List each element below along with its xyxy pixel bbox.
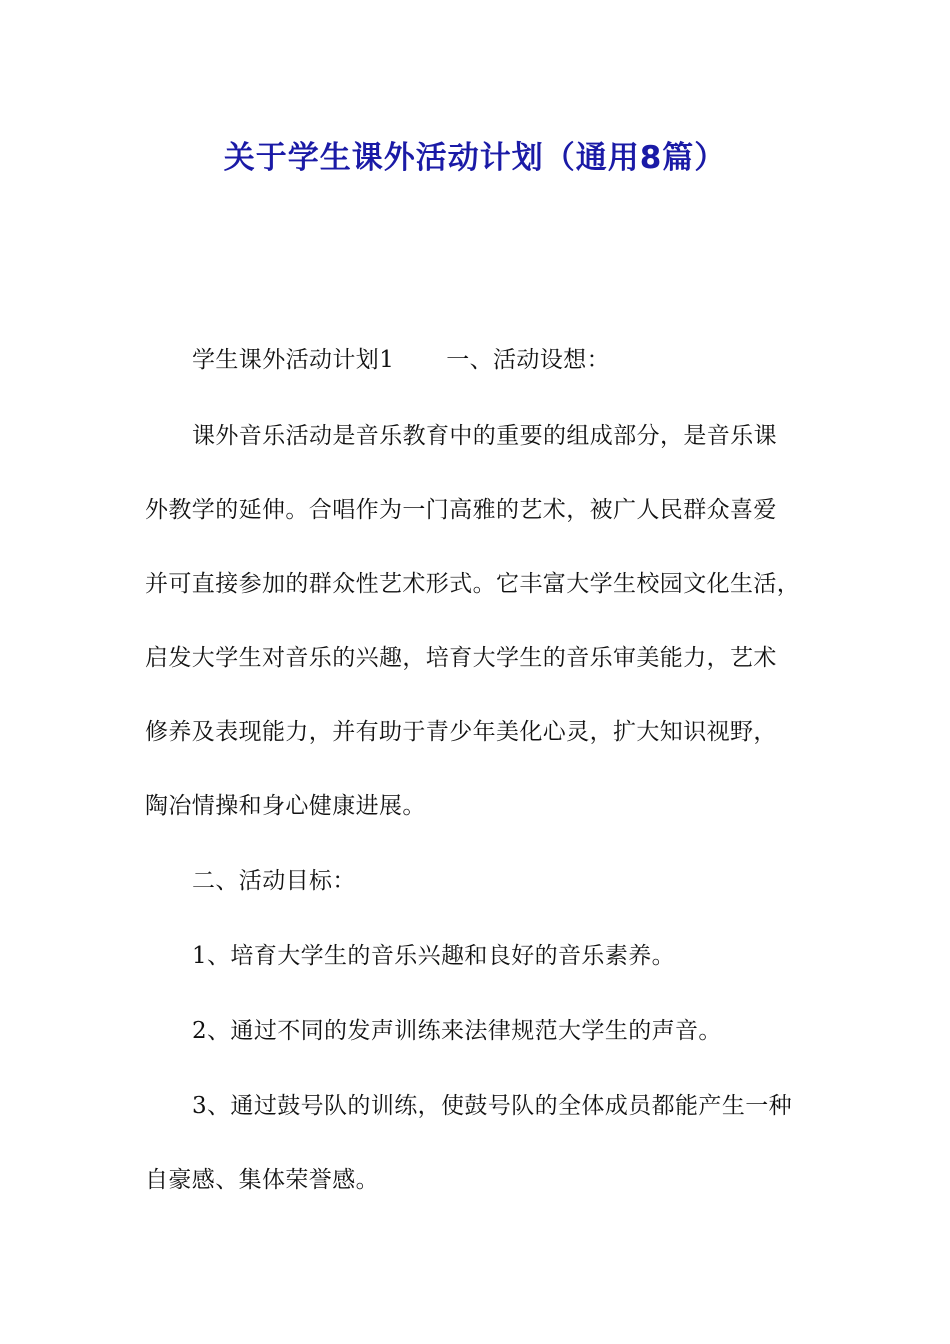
document-title: 关于学生课外活动计划（通用8篇） <box>223 140 727 176</box>
paragraph-line: 修养及表现能力，并有助于青少年美化心灵，扩大知识视野， <box>145 719 777 745</box>
list-item-continuation: 自豪感、集体荣誉感。 <box>145 1167 379 1193</box>
paragraph-line: 启发大学生对音乐的兴趣，培育大学生的音乐审美能力，艺术 <box>145 645 777 671</box>
paragraph-line: 外教学的延伸。合唱作为一门高雅的艺术，被广人民群众喜爱 <box>145 497 777 523</box>
subsection-heading: 一、活动设想： <box>446 347 611 373</box>
paragraph-line: 并可直接参加的群众性艺术形式。它丰富大学生校园文化生活， <box>145 571 801 597</box>
paragraph-line: 陶冶情操和身心健康进展。 <box>145 793 426 819</box>
list-item: 2、通过不同的发声训练来法律规范大学生的声音。 <box>192 1018 722 1044</box>
paragraph-line: 课外音乐活动是音乐教育中的重要的组成部分，是音乐课 <box>192 423 777 449</box>
subsection-heading: 二、活动目标： <box>192 868 356 894</box>
section-heading: 学生课外活动计划1 <box>192 347 395 373</box>
list-item: 1、培育大学生的音乐兴趣和良好的音乐素养。 <box>192 943 676 969</box>
list-item: 3、通过鼓号队的训练，使鼓号队的全体成员都能产生一种 <box>192 1093 793 1119</box>
paragraph-line <box>192 345 610 375</box>
